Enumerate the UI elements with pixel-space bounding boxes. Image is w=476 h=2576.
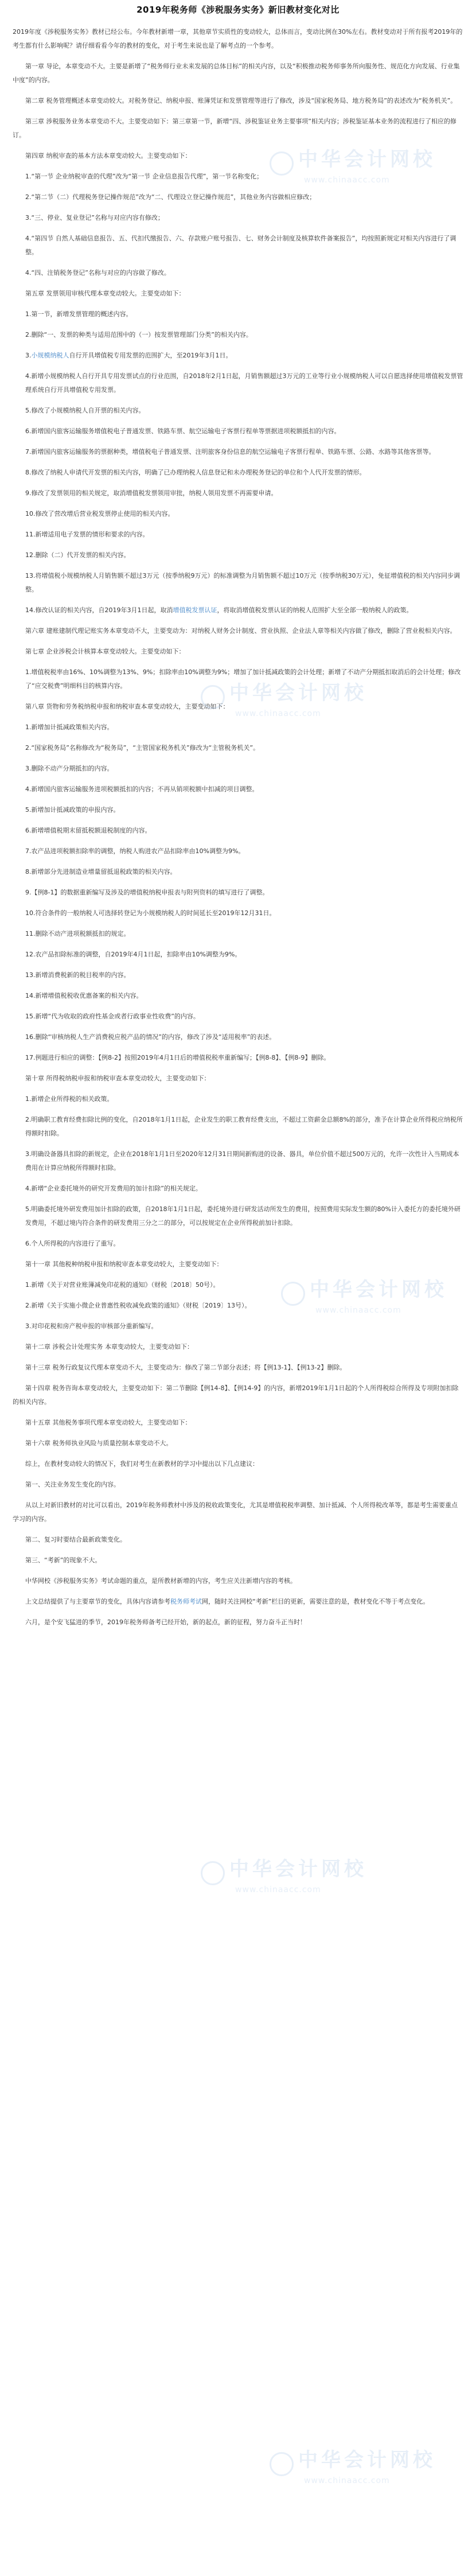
article-paragraph: 6.新增国内旅客运输服务增值税电子普通发票、铁路车票、航空运输电子客票行程单等票据进项税额抵扣的内容。: [25, 427, 341, 435]
watermark-logo-icon: [201, 1861, 225, 1885]
article-paragraph: 从以上对新旧教材的对比可以看出，2019年税务师教材中涉及的税收政策变化，尤其是增值税税率调整、加计抵减、个人所得税改革等，都是考生需要重点学习的内容。: [13, 1501, 458, 1523]
article-paragraph: 4.新增小规模纳税人自行开具专用发票试点的行业范围，自2018年2月1日起，月销售额超过3万元的工业等行业小规模纳税人可以自愿选择使用增值税发票管理系统自行开具增值税专用发票。: [25, 372, 463, 394]
article-paragraph: 上文总结提供了与主要章节的变化，具体内容请参考税务师考试网，随时关注网校“考新”栏目的更新，需要注意的是，教材变化不等于考点变化。: [25, 1598, 430, 1605]
inline-link[interactable]: 增值税发票认证: [173, 606, 217, 614]
article-paragraph: 13.将增值税小规模纳税人月销售额不超过3万元（按季纳税9万元）的标准调整为月销售额不超过10万元（按季纳税30万元），免征增值税的相关内容同步调整。: [25, 572, 460, 593]
inline-link[interactable]: 小规模纳税人: [31, 352, 69, 359]
article-paragraph: 综上，在教材变动较大的情况下，我们对考生在新教材的学习中提出以下几点建议：: [25, 1460, 259, 1468]
article-paragraph: 15.新增“代为收取的政府性基金或者行政事业性收费”的内容。: [25, 1013, 200, 1020]
watermark: 中华会计网校 www.chinaacc.com: [270, 143, 436, 185]
article-paragraph: 5.明确委托境外研发费用加计扣除的政策，自2018年1月1日起，委托境外进行研发活动所发生的费用，按照费用实际发生额的80%计入委托方的委托境外研发费用，不超过境内符合条件的研发费用三分之二的部分，可以按规定在企业所得税前加计扣除。: [25, 1205, 461, 1227]
article-paragraph: 2019年度《涉税服务实务》教材已经公布。今年教材新增一章，其他章节实质性的变动较大，总体而言，变动比例在30%左右。教材变动对于所有报考2019年的考生都有什么影响呢？请仔细看看今年的教材的变化，对于考生来说也是了解考点的一个参考。: [13, 28, 463, 49]
article-paragraph: 16.删除“审核纳税人生产消费税应税产品的情况”的内容，修改了涉及“适用税率”的表述。: [25, 1033, 276, 1041]
article-paragraph: 中华网校《涉税服务实务》考试命题的重点，是所教材新增的内容，考生应关注新增内容的考核。: [25, 1577, 296, 1585]
article-paragraph: 第十四章 税务咨询本章变动较大，主要变动如下：第二节删除【例14-8】、【例14-9】的内容，新增2019年1月1日起的个人所得税综合所得及专项附加扣除的相关内容。: [13, 1384, 459, 1406]
article-paragraph: 14.修改认证的相关内容，自2019年3月1日起，取消增值税发票认证，将取消增值税发票认证的纳税人范围扩大至全部一般纳税人的政策。: [25, 606, 413, 614]
article-paragraph: 8.新增部分先进制造业增量留抵退税政策的相关内容。: [25, 868, 177, 875]
article-paragraph: 1.新增《关于对营业账簿减免印花税的通知》（财税〔2018〕50号）。: [25, 1281, 220, 1289]
article-paragraph: 第五章 发票领用审核代理本章变动较大。主要变动如下：: [25, 290, 185, 297]
article-paragraph: 第六章 建账建制代理记账实务本章变动不大，主要变动为：对纳税人财务会计制度、营业执照、企业法人章等相关内容做了修改，删除了营业税相关内容。: [25, 627, 457, 635]
article-paragraph: 第三、“考新”的现象不大。: [25, 1557, 102, 1564]
article-body: [13, 25, 463, 1636]
article-paragraph: 6.个人所得税的内容进行了重写。: [25, 1240, 120, 1247]
watermark: 中华会计网校 www.chinaacc.com: [201, 1853, 367, 1894]
article-paragraph: 8.修改了纳税人申请代开发票的相关内容，明确了已办理纳税人信息登记和未办理税务登记的单位和个人代开发票的情形。: [25, 469, 366, 476]
article-paragraph: 3.删除不动产分期抵扣的内容。: [25, 765, 114, 772]
article-paragraph: 第十章 所得税纳税申报和纳税审查本章变动较大，主要变动如下：: [25, 1075, 210, 1082]
article-paragraph: 4.“四、注销税务登记”名称与对应的内容做了修改。: [25, 269, 170, 277]
article-paragraph: 2.“国家税务局”名称修改为“税务局”，“主管国家税务机关”修改为“主管税务机关”。: [25, 744, 260, 752]
article-paragraph: 9.修改了发票领用的相关规定，取消增值税发票领用审批，纳税人领用发票不再需要申请。: [25, 489, 278, 497]
article-paragraph: 第一、关注业务发生变化的内容。: [25, 1481, 120, 1488]
article-paragraph: 第二章 税务管理概述本章变动较大。对税务登记、纳税申报、账簿凭证和发票管理等进行了修改，涉及“国家税务局、地方税务局”的表述改为“税务机关”。: [25, 97, 457, 104]
article-paragraph: 第十二章 涉税会计处理实务 本章变动较大，主要变动如下：: [25, 1343, 193, 1351]
article-paragraph: 7.新增国内旅客运输服务的票据种类，增值税电子普通发票、注明旅客身份信息的航空运输电子客票行程单、铁路车票、公路、水路等其他客票等。: [25, 448, 435, 456]
article-paragraph: 第三章 涉税服务业务本章变动不大。主要变动如下：第三章第一节，新增“四、涉税鉴证业务主要事项”相关内容；涉税鉴证基本业务的流程进行了相应的修订。: [13, 118, 457, 139]
article-paragraph: 4.新增“企业委托境外的研究开发费用的加计扣除”的相关规定。: [25, 1185, 202, 1192]
article-paragraph: 17.例题进行相应的调整：【例8-2】按照2019年4月1日后的增值税税率重新编写；【例8-8】、【例8-9】删除。: [25, 1054, 330, 1061]
inline-link[interactable]: 税务师考试: [170, 1598, 202, 1605]
article-paragraph: 2.删除“一、发票的种类与适用范围中的（一）按发票管理部门分类”的相关内容。: [25, 331, 252, 338]
article-paragraph: 4.“第四节 自然人基础信息报告、五、代扣代缴报告、六、存款账户账号报告、七、财务会计制度及核算软件备案报告”，均按照新规定对相关内容进行了调整。: [25, 235, 457, 256]
article-paragraph: 6.新增增值税期末留抵税额退税制度的内容。: [25, 827, 151, 834]
article-paragraph: 1.增值税税率由16%、10%调整为13%、9%；扣除率由10%调整为9%；增加了加计抵减政策的会计处理；新增了不动产分期抵扣取消后的会计处理；修改了“应交税费”明细科目的核算内容。: [25, 668, 461, 690]
article-paragraph: 5.新增加计抵减政策的申报内容。: [25, 806, 120, 814]
watermark: 中华会计网校 www.chinaacc.com: [201, 677, 367, 718]
article-paragraph: 14.新增增值税税收优惠备案的相关内容。: [25, 992, 143, 999]
page-title: 2019年税务师《涉税服务实务》新旧教材变化对比: [136, 5, 340, 15]
article-paragraph: 第七章 企业涉税会计核算本章变动较大。主要变动如下：: [25, 648, 185, 655]
article-paragraph: 13.新增消费税新的税目税率的内容。: [25, 971, 130, 979]
article-paragraph: 3.“三、停业、复业登记”名称与对应内容有修改；: [25, 214, 164, 221]
article-paragraph: 1.新增加计抵减政策相关内容。: [25, 723, 114, 731]
article-paragraph: 12.农产品扣除标准的调整，自2019年4月1日起，扣除率由10%调整为9%。: [25, 951, 241, 958]
article-paragraph: 3.对印花税和房产税申报的审核部分重新编写。: [25, 1322, 158, 1330]
article-paragraph: 第一章 导论，本章变动不大。主要是新增了“税务师行业未来发展的总体目标”的相关内容，以及“积极推动税务师事务所向服务性、规范化方向发展、行业集中度”的内容。: [13, 63, 460, 84]
article-paragraph: 第二、复习时要结合最新政策变化。: [25, 1536, 126, 1543]
article-paragraph: 2.“第二节（二）代理税务登记操作规范”改为“二、代理设立登记操作规范”，其他业务内容做相应修改；: [25, 193, 316, 201]
article-paragraph: 1.第一节，新增发票管理的概述内容。: [25, 310, 132, 318]
article-paragraph: 10.修改了营改增后营业税发票停止使用的相关内容。: [25, 510, 174, 517]
article-paragraph: 第十六章 税务师执业风险与质量控制本章变动不大。: [25, 1439, 173, 1447]
article-paragraph: 六月，是个安飞猛进的季节，2019年税务师备考已经开始，新的起点，新的征程，努力奋斗正当时！: [25, 1618, 306, 1626]
watermark: 中华会计网校 www.chinaacc.com: [270, 2444, 436, 2485]
article-paragraph: 第十三章 税务行政复议代理本章变动不大，主要变动为：修改了第二节部分表述；将【例13-1】、【例13-2】删除。: [25, 1364, 346, 1371]
article-paragraph: 3.明确设备器具扣除的新规定，企业在2018年1月1日至2020年12月31日期间新购进的设备、器具，单位价值不超过500万元的，允许一次性计入当期成本费用在计算应纳税所得额时扣除。: [25, 1150, 459, 1172]
watermark-logo-icon: [270, 2452, 294, 2476]
article-paragraph: 3.小规模纳税人自行开具增值税专用发票的范围扩大，至2019年3月1日。: [25, 352, 232, 359]
article-paragraph: 10.符合条件的一般纳税人可选择转登记为小规模纳税人的时间延长至2019年12月31日。: [25, 909, 276, 917]
watermark: 中华会计网校 www.chinaacc.com: [281, 1274, 447, 1315]
article-paragraph: 第十五章 其他税务事项代理本章变动较大，主要变动如下：: [25, 1419, 192, 1426]
article-paragraph: 5.修改了小规模纳税人自开票的相关内容。: [25, 407, 145, 414]
article-paragraph: 7.农产品进项税额扣除率的调整，纳税人购进农产品扣除率由10%调整为9%。: [25, 847, 245, 855]
article-paragraph: 12.删除（二）代开发票的相关内容。: [25, 551, 130, 559]
article-paragraph: 1.“第一节 企业纳税审查的代理”改为“第一节 企业信息报告代理”，第一节名称变化；: [25, 173, 263, 180]
article-paragraph: 4.新增国内旅客运输服务进项税额抵扣的内容；不再从销项税额中扣减的项目调整。: [25, 785, 259, 793]
article-paragraph: 第十一章 其他税种纳税申报和纳税审查本章变动较大，主要变动如下：: [25, 1260, 223, 1268]
article-paragraph: 第四章 纳税审查的基本方法本章变动较大。主要变动如下：: [25, 152, 192, 159]
article-paragraph: 2.新增《关于实施小微企业普惠性税收减免政策的通知》（财税〔2019〕13号）。: [25, 1302, 251, 1309]
article-paragraph: 2.明确职工教育经费扣除比例的变化，自2018年1月1日起，企业发生的职工教育经费支出，不超过工资薪金总额8%的部分，准予在计算企业所得税应纳税所得额时扣除。: [25, 1116, 463, 1137]
article-paragraph: 11.删除不动产进项税额抵扣的规定。: [25, 930, 130, 937]
article-paragraph: 9.【例8-1】的数据重新编写及涉及的增值税纳税申报表与附列资料的填写进行了调整。: [25, 889, 269, 896]
article-paragraph: 1.新增企业所得税的相关政策。: [25, 1095, 114, 1103]
article-paragraph: 11.新增适用电子发票的情形和要求的内容。: [25, 531, 149, 538]
article-paragraph: 第八章 货物和劳务税纳税申报和纳税审查本章变动较大，主要变动如下：: [25, 703, 229, 710]
